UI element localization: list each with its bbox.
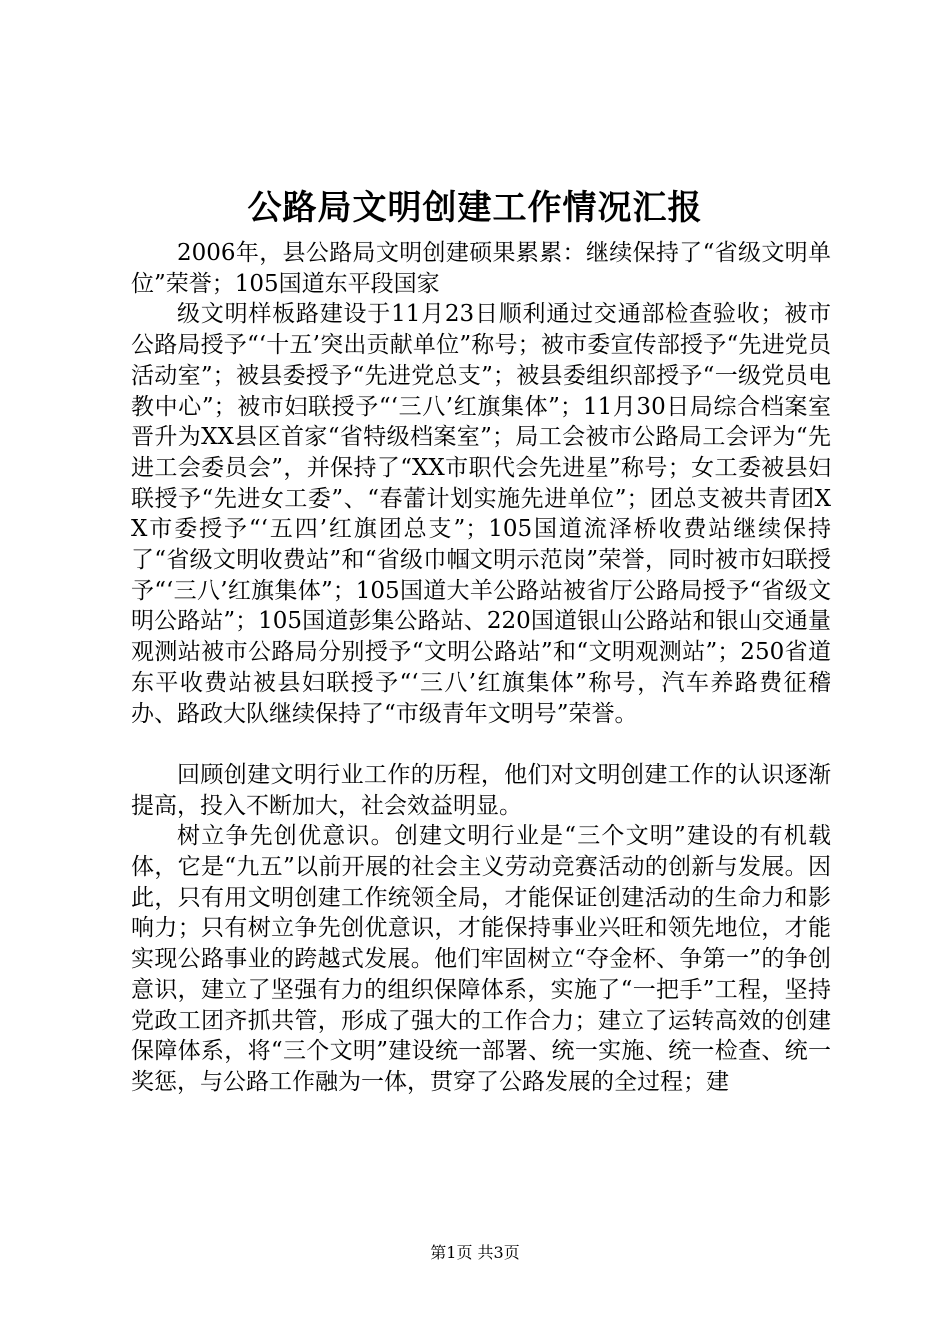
- paragraph: 回顾创建文明行业工作的历程，他们对文明创建工作的认识逐渐提高，投入不断加大，社会效益明显。: [131, 761, 831, 819]
- page-title: 公路局文明创建工作情况汇报: [247, 188, 703, 228]
- page-number: 第1页 共3页: [430, 1243, 520, 1262]
- document-body: [131, 238, 831, 1098]
- paragraph: 树立争先创优意识。创建文明行业是“三个文明”建设的有机载体，它是“九五”以前开展的社会主义劳动竞赛活动的创新与发展。因此，只有用文明创建工作统领全局，才能保证创建活动的生命力和影响力；只有树立争先创优意识，才能保持事业兴旺和领先地位，才能实现公路事业的跨越式发展。他们牢固树立“夺金杯、争第一”的争创意识，建立了坚强有力的组织保障体系，实施了“一把手”工程，坚持党政工团齐抓共管，形成了强大的工作合力；建立了运转高效的创建保障体系，将“三个文明”建设统一部署、统一实施、统一检查、统一奖惩，与公路工作融为一体，贯穿了公路发展的全过程；建: [131, 823, 831, 1095]
- paragraph: 2006年，县公路局文明创建硕果累累：继续保持了“省级文明单位”荣誉；105国道东平段国家: [131, 240, 831, 297]
- paragraph: 级文明样板路建设于11月23日顺利通过交通部检查验收；被市公路局授予“‘十五’突出贡献单位”称号；被市委宣传部授予“先进党员活动室”；被县委授予“先进党总支”；被县委组织部授予“一级党员电教中心”；被市妇联授予“‘三八’红旗集体”；11月30日局综合档案室晋升为XX县区首家“省特级档案室”；局工会被市公路局工会评为“先进工会委员会”，并保持了“XX市职代会先进星”称号；女工委被县妇联授予“先进女工委”、“春蕾计划实施先进单位”；团总支被共青团XX市委授予“‘五四’红旗团总支”；105国道流泽桥收费站继续保持了“省级文明收费站”和“省级巾帼文明示范岗”荣誉，同时被市妇联授予“‘三八’红旗集体”；105国道大羊公路站被省厅公路局授予“省级文明公路站”；105国道彭集公路站、220国道银山公路站和银山交通量观测站被市公路局分别授予“文明公路站”和“文明观测站”；250省道东平收费站被县妇联授予“‘三八’红旗集体”称号，汽车养路费征稽办、路政大队继续保持了“市级青年文明号”荣誉。: [131, 301, 831, 727]
